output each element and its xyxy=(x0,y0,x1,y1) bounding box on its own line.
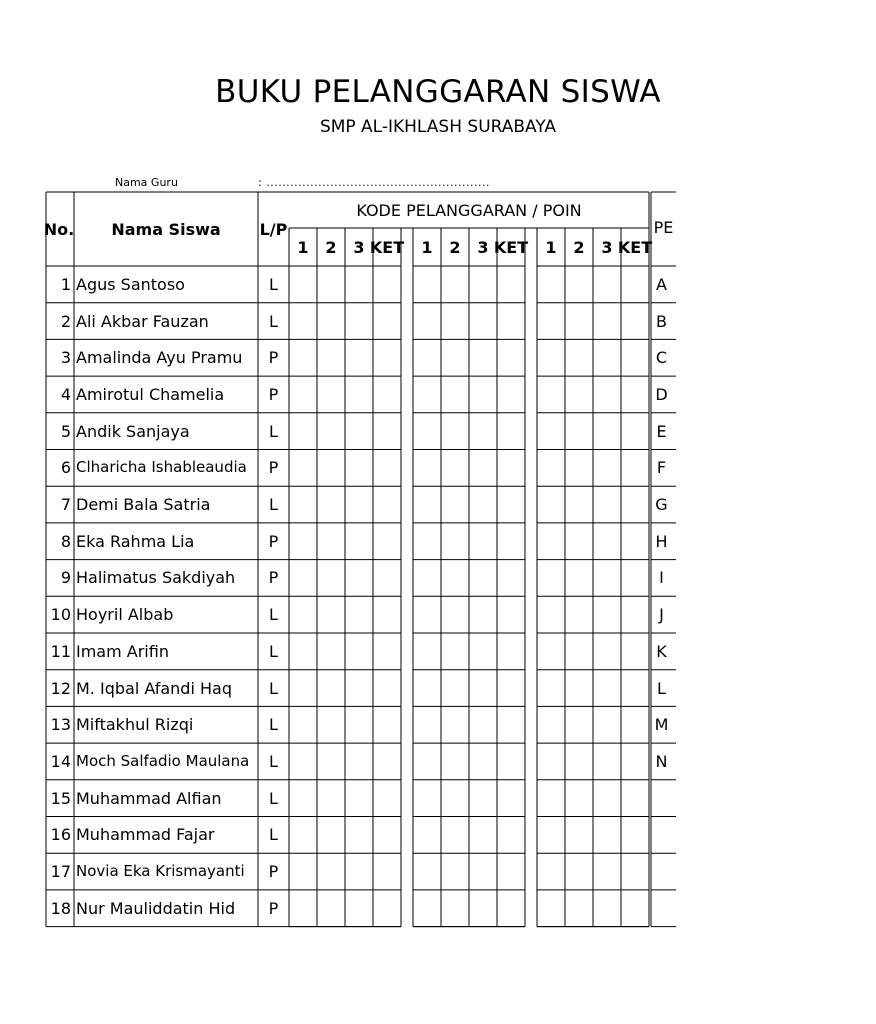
gender-cell: L xyxy=(269,495,278,515)
subheader-1-group-3: 1 xyxy=(545,237,557,257)
school-name: SMP AL-IKHLASH SURABAYA xyxy=(319,117,557,137)
row-number: 11 xyxy=(50,641,71,661)
subheader-2-group-2: 2 xyxy=(449,237,461,257)
row-number: 3 xyxy=(60,348,71,368)
student-name: Imam Arifin xyxy=(76,641,169,661)
gender-cell: P xyxy=(268,348,279,368)
header-right-clipped: PE xyxy=(653,217,674,237)
student-name: Agus Santoso xyxy=(76,274,185,294)
gender-cell: P xyxy=(268,531,279,551)
row-number: 16 xyxy=(50,825,71,845)
student-name: Hoyril Albab xyxy=(76,605,174,625)
violation-code-cell: K xyxy=(656,641,667,661)
student-name: Amalinda Ayu Pramu xyxy=(76,348,243,368)
violation-code-cell: M xyxy=(654,715,669,735)
student-name: Halimatus Sakdiyah xyxy=(76,568,236,588)
row-number: 2 xyxy=(60,311,71,331)
violation-code-cell: L xyxy=(657,678,666,698)
teacher-name-label: Nama Guru xyxy=(115,176,178,189)
gender-cell: L xyxy=(269,641,278,661)
subheader-3-group-3: 3 xyxy=(601,237,613,257)
header-kode-pelanggaran: KODE PELANGGARAN / POIN xyxy=(356,200,582,220)
row-number: 17 xyxy=(50,862,71,882)
header-no: No. xyxy=(43,219,75,239)
row-number: 14 xyxy=(50,751,71,771)
gender-cell: P xyxy=(268,862,279,882)
student-name: Miftakhul Rizqi xyxy=(76,715,194,735)
row-number: 7 xyxy=(60,495,71,515)
violation-code-cell: D xyxy=(655,384,668,404)
gender-cell: P xyxy=(268,458,279,478)
violation-code-cell: F xyxy=(656,458,667,478)
gender-cell: L xyxy=(269,825,278,845)
student-name: M. Iqbal Afandi Haq xyxy=(76,678,232,698)
student-name: Amirotul Chamelia xyxy=(76,384,225,404)
subheader-1-group-2: 1 xyxy=(421,237,433,257)
gender-cell: L xyxy=(269,715,278,735)
gender-cell: L xyxy=(269,311,278,331)
student-name: Novia Eka Krismayanti xyxy=(76,861,245,880)
student-name: Eka Rahma Lia xyxy=(76,531,195,551)
gender-cell: L xyxy=(269,678,278,698)
row-number: 15 xyxy=(50,788,71,808)
violation-code-cell: E xyxy=(656,421,667,441)
violation-code-cell xyxy=(651,780,672,817)
student-name: Nur Mauliddatin Hid xyxy=(76,898,236,918)
violation-code-cell: C xyxy=(655,348,668,368)
subheader-ket-group-1: KET xyxy=(369,237,405,257)
student-name: Muhammad Alfian xyxy=(76,788,222,808)
subheader-3-group-1: 3 xyxy=(353,237,365,257)
header-lp: L/P xyxy=(259,219,288,239)
gender-cell: L xyxy=(269,788,278,808)
violation-code-cell: I xyxy=(659,568,664,588)
student-name: Demi Bala Satria xyxy=(76,495,211,515)
row-number: 5 xyxy=(60,421,71,441)
student-name: Ali Akbar Fauzan xyxy=(76,311,209,331)
student-name: Muhammad Fajar xyxy=(76,825,215,845)
subheader-1-group-1: 1 xyxy=(297,237,309,257)
subheader-2-group-3: 2 xyxy=(573,237,585,257)
violation-code-cell: A xyxy=(656,274,667,294)
subheader-ket-group-3: KET xyxy=(617,237,653,257)
subheader-ket-group-2: KET xyxy=(493,237,529,257)
violation-code-cell: N xyxy=(655,751,668,771)
violation-code-cell xyxy=(651,890,672,927)
row-number: 1 xyxy=(60,274,71,294)
row-number: 9 xyxy=(60,568,71,588)
violation-code-cell: H xyxy=(655,531,668,551)
student-name: Moch Salfadio Maulana xyxy=(76,751,250,770)
violation-code-cell: B xyxy=(656,311,667,331)
row-number: 8 xyxy=(60,531,71,551)
row-number: 6 xyxy=(60,458,71,478)
subheader-2-group-1: 2 xyxy=(325,237,337,257)
row-number: 18 xyxy=(50,898,71,918)
header-nama-siswa: Nama Siswa xyxy=(111,219,221,239)
violation-code-cell xyxy=(651,817,672,854)
row-number: 12 xyxy=(50,678,71,698)
violation-code-cell xyxy=(651,853,672,890)
gender-cell: P xyxy=(268,568,279,588)
gender-cell: P xyxy=(268,384,279,404)
row-number: 4 xyxy=(60,384,71,404)
violation-code-cell: J xyxy=(659,605,664,625)
subheader-3-group-2: 3 xyxy=(477,237,489,257)
student-name: Clharicha Ishableaudia xyxy=(76,457,247,476)
row-number: 13 xyxy=(50,715,71,735)
gender-cell: L xyxy=(269,751,278,771)
gender-cell: L xyxy=(269,274,278,294)
row-number: 10 xyxy=(50,605,71,625)
page-title: BUKU PELANGGARAN SISWA xyxy=(215,74,661,110)
gender-cell: L xyxy=(269,421,278,441)
violation-code-cell: G xyxy=(655,495,668,515)
gender-cell: P xyxy=(268,898,279,918)
teacher-name-field: : ........................................................ xyxy=(258,176,491,189)
student-name: Andik Sanjaya xyxy=(76,421,190,441)
gender-cell: L xyxy=(269,605,278,625)
